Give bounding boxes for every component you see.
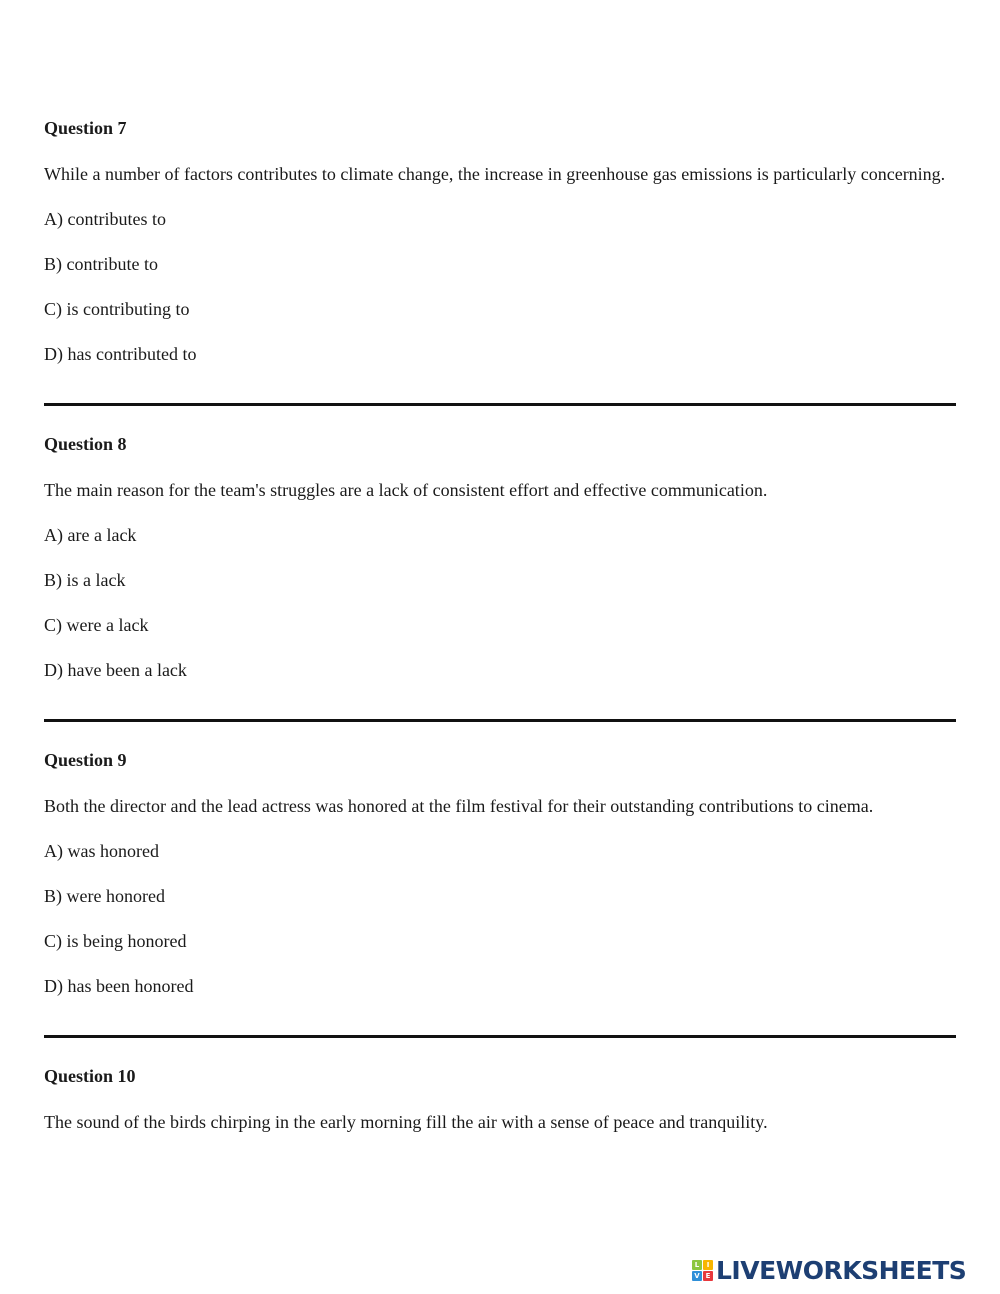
option-d[interactable]: D) has been honored [44, 976, 194, 996]
options-list [44, 208, 956, 366]
option-a[interactable]: A) was honored [44, 841, 159, 861]
option-d[interactable]: D) have been a lack [44, 660, 187, 680]
question-text: The main reason for the team's struggles are a lack of consistent effort and effective communication. [44, 480, 768, 500]
question-8 [44, 433, 956, 682]
question-title: Question 7 [44, 118, 127, 138]
option-c[interactable]: C) is contributing to [44, 299, 190, 319]
question-7 [44, 117, 956, 366]
option-b[interactable]: B) is a lack [44, 570, 126, 590]
options-list [44, 524, 956, 682]
question-title: Question 10 [44, 1066, 136, 1086]
options-list [44, 840, 956, 998]
divider [44, 1035, 956, 1038]
question-10 [44, 1065, 956, 1134]
logo-tile: E [703, 1271, 713, 1281]
logo-tile: V [692, 1271, 702, 1281]
logo-text: LIVEWORKSHEETS [716, 1256, 967, 1285]
option-b[interactable]: B) contribute to [44, 254, 158, 274]
worksheet-content [44, 117, 956, 1156]
logo-tile: L [692, 1260, 702, 1270]
option-c[interactable]: C) were a lack [44, 615, 149, 635]
option-a[interactable]: A) contributes to [44, 209, 166, 229]
question-text: Both the director and the lead actress was honored at the film festival for their outstanding contributions to cinema. [44, 796, 874, 816]
liveworksheets-logo [692, 1256, 966, 1285]
question-9 [44, 749, 956, 998]
option-b[interactable]: B) were honored [44, 886, 165, 906]
option-c[interactable]: C) is being honored [44, 931, 187, 951]
logo-tiles-icon [692, 1260, 713, 1281]
divider [44, 403, 956, 406]
option-a[interactable]: A) are a lack [44, 525, 137, 545]
question-title: Question 8 [44, 434, 127, 454]
logo-tile: I [703, 1260, 713, 1270]
question-text: The sound of the birds chirping in the early morning fill the air with a sense of peace and tranquility. [44, 1112, 768, 1132]
question-text: While a number of factors contributes to climate change, the increase in greenhouse gas emissions is particularly concerning. [44, 164, 946, 184]
question-title: Question 9 [44, 750, 127, 770]
option-d[interactable]: D) has contributed to [44, 344, 197, 364]
divider [44, 719, 956, 722]
